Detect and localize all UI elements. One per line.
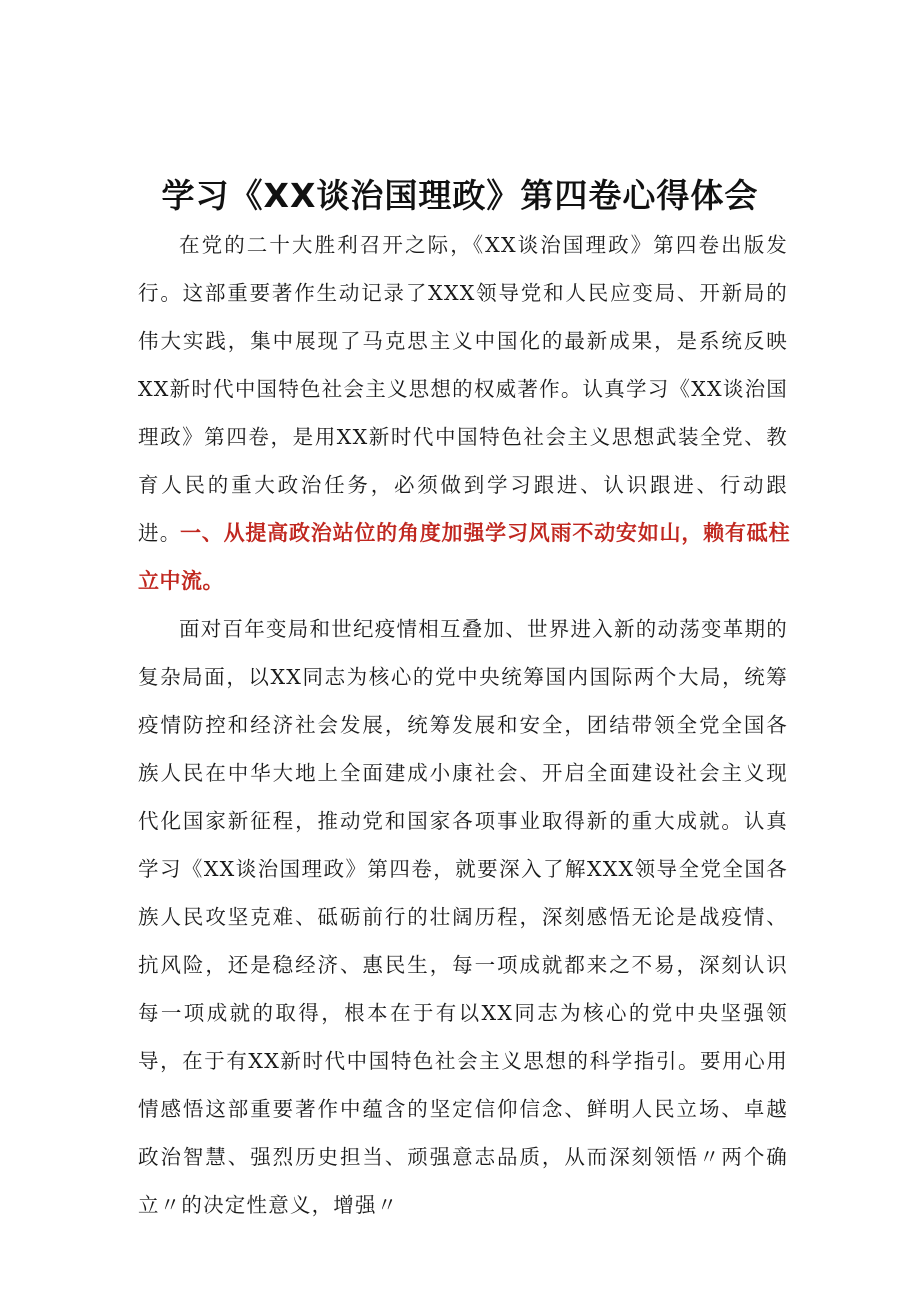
document-title: 学习《XX谈治国理政》第四卷心得体会: [161, 176, 759, 216]
section-heading: 一、从提高政治站位的角度加强学习风雨不动安如山，赖有砥柱立中流。: [138, 521, 790, 593]
section-paragraph: 面对百年变局和世纪疫情相互叠加、世界进入新的动荡变革期的复杂局面，以XX同志为核心的党中央统筹国内国际两个大局，统筹疫情防控和经济社会发展，统筹发展和安全，团结带领全党全国各族人民在中华大地上全面建成小康社会、开启全面建设社会主义现代化国家新征程，推动党和国家各项事业取得新的重大成就。认真学习《XX谈治国理政》第四卷，就要深入了解XXX领导全党全国各族人民攻坚克难、砥砺前行的壮阔历程，深刻感悟无论是战疫情、抗风险，还是稳经济、惠民生，每一项成就都来之不易，深刻认识每一项成就的取得，根本在于有以XX同志为核心的党中央坚强领导，在于有XX新时代中国特色社会主义思想的科学指引。要用心用情感悟这部重要著作中蕴含的坚定信仰信念、鲜明人民立场、卓越政治智慧、强烈历史担当、顽强意志品质，从而深刻领悟〃两个确立〃的决定性意义，增强〃: [138, 617, 788, 1217]
intro-paragraph: 在党的二十大胜利召开之际，《XX谈治国理政》第四卷出版发行。这部重要著作生动记录了XXX领导党和人民应变局、开新局的伟大实践，集中展现了马克思主义中国化的最新成果，是系统反映XX新时代中国特色社会主义思想的权威著作。认真学习《XX谈治国理政》第四卷，是用XX新时代中国特色社会主义思想武装全党、教育人民的重大政治任务，必须做到学习跟进、认识跟进、行动跟进。: [138, 233, 788, 545]
